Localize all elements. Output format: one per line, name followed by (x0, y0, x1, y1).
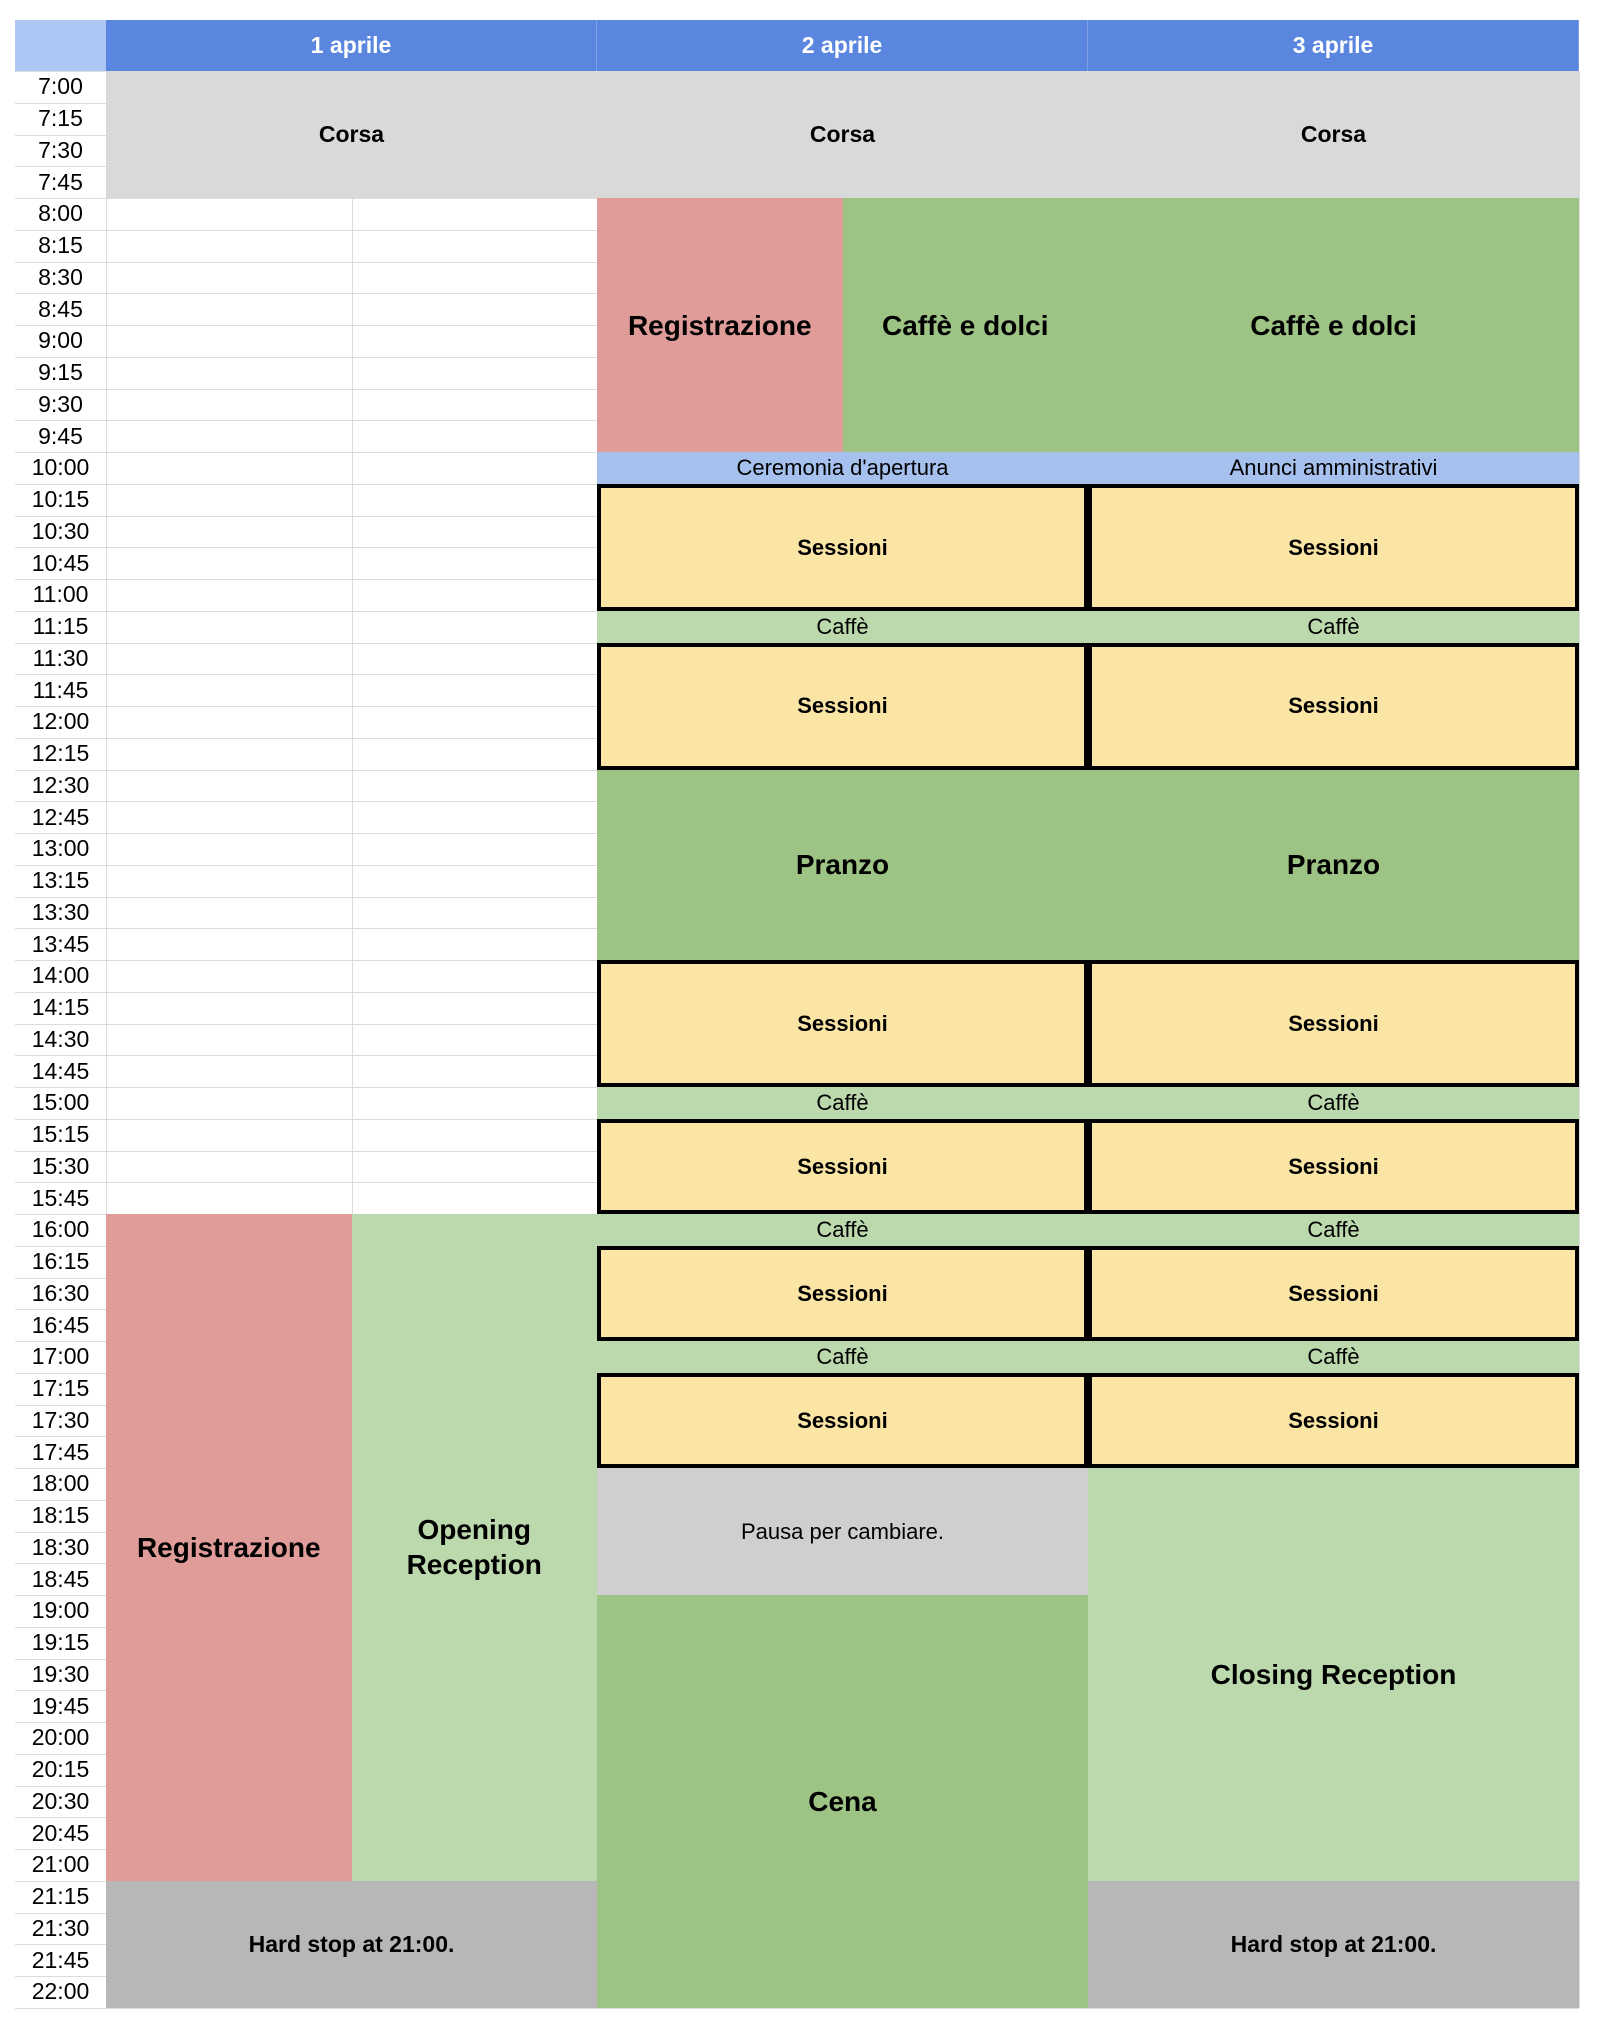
time-label: 14:00 (31, 962, 90, 989)
time-label: 8:30 (38, 263, 83, 290)
event-opening-reception[interactable]: Opening Reception (352, 1214, 598, 1881)
time-label: 8:15 (38, 232, 83, 259)
time-label: 11:00 (32, 581, 89, 608)
event-caff[interactable]: Caffè (1088, 611, 1579, 643)
event-hard-stop-at-21-00[interactable]: Hard stop at 21:00. (1088, 1881, 1579, 2008)
time-label: 10:45 (31, 549, 90, 576)
time-label: 16:00 (31, 1216, 90, 1243)
event-ceremonia-d-apertura[interactable]: Ceremonia d'apertura (597, 452, 1088, 484)
time-label: 17:15 (31, 1375, 90, 1402)
time-column-header (15, 20, 106, 71)
time-label: 10:00 (31, 454, 90, 481)
time-label: 20:30 (31, 1787, 90, 1814)
event-cena[interactable]: Cena (597, 1595, 1088, 2008)
time-label: 7:45 (38, 168, 83, 195)
time-label: 21:45 (31, 1946, 90, 1973)
time-label: 9:00 (38, 327, 83, 354)
event-sessioni[interactable]: Sessioni (1088, 1373, 1579, 1468)
time-label: 13:15 (31, 867, 90, 894)
event-caff[interactable]: Caffè (597, 611, 1088, 643)
time-label: 12:00 (31, 708, 90, 735)
time-label: 8:45 (38, 295, 83, 322)
event-sessioni[interactable]: Sessioni (597, 484, 1088, 611)
event-caff[interactable]: Caffè (1088, 1087, 1579, 1119)
time-label: 13:45 (31, 930, 90, 957)
time-label: 10:15 (31, 486, 90, 513)
time-label: 9:15 (38, 359, 83, 386)
event-caff[interactable]: Caffè (597, 1341, 1088, 1373)
event-pausa-per-cambiare[interactable]: Pausa per cambiare. (597, 1468, 1088, 1595)
time-label: 7:00 (38, 73, 83, 100)
time-label: 19:30 (31, 1660, 90, 1687)
event-sessioni[interactable]: Sessioni (597, 1119, 1088, 1214)
time-label: 18:45 (31, 1565, 90, 1592)
time-label: 15:30 (31, 1152, 90, 1179)
event-pranzo[interactable]: Pranzo (1088, 770, 1579, 961)
event-caff-e-dolci[interactable]: Caffè e dolci (843, 198, 1089, 452)
event-sessioni[interactable]: Sessioni (1088, 1119, 1579, 1214)
time-label: 11:30 (32, 644, 89, 671)
time-label: 15:15 (31, 1121, 90, 1148)
time-label: 21:30 (31, 1914, 90, 1941)
event-registrazione[interactable]: Registrazione (597, 198, 843, 452)
event-caff[interactable]: Caffè (597, 1087, 1088, 1119)
time-label: 22:00 (31, 1978, 90, 2005)
time-label: 16:30 (31, 1279, 90, 1306)
time-label: 10:30 (31, 517, 90, 544)
time-label: 11:45 (32, 676, 89, 703)
day-header-3: 3 aprile (1088, 20, 1579, 71)
day-header-1: 1 aprile (106, 20, 597, 71)
time-label: 13:30 (31, 898, 90, 925)
time-label: 15:00 (31, 1089, 90, 1116)
event-sessioni[interactable]: Sessioni (597, 643, 1088, 770)
event-caff[interactable]: Caffè (597, 1214, 1088, 1246)
time-label: 20:45 (31, 1819, 90, 1846)
time-label: 14:30 (31, 1025, 90, 1052)
time-label: 16:45 (31, 1311, 90, 1338)
event-caff[interactable]: Caffè (1088, 1214, 1579, 1246)
event-registrazione[interactable]: Registrazione (106, 1214, 352, 1881)
time-label: 9:45 (38, 422, 83, 449)
time-label: 12:45 (31, 803, 90, 830)
event-sessioni[interactable]: Sessioni (1088, 643, 1579, 770)
grid-column-line (1579, 71, 1580, 2008)
time-label: 7:15 (38, 105, 83, 132)
time-label: 20:15 (31, 1756, 90, 1783)
time-label: 17:00 (31, 1343, 90, 1370)
event-sessioni[interactable]: Sessioni (1088, 484, 1579, 611)
time-label: 8:00 (38, 200, 83, 227)
time-label: 19:45 (31, 1692, 90, 1719)
grid-row-line (15, 2008, 1579, 2009)
event-anunci-amministrativi[interactable]: Anunci amministrativi (1088, 452, 1579, 484)
event-hard-stop-at-21-00[interactable]: Hard stop at 21:00. (106, 1881, 597, 2008)
day-header-2: 2 aprile (597, 20, 1088, 71)
time-label: 19:15 (31, 1629, 90, 1656)
time-label: 20:00 (31, 1724, 90, 1751)
event-sessioni[interactable]: Sessioni (597, 1373, 1088, 1468)
event-sessioni[interactable]: Sessioni (597, 1246, 1088, 1341)
time-label: 13:00 (31, 835, 90, 862)
event-corsa[interactable]: Corsa (1088, 71, 1579, 198)
event-closing-reception[interactable]: Closing Reception (1088, 1468, 1579, 1881)
event-caff[interactable]: Caffè (1088, 1341, 1579, 1373)
time-label: 18:30 (31, 1533, 90, 1560)
event-sessioni[interactable]: Sessioni (1088, 960, 1579, 1087)
time-label: 21:00 (31, 1851, 90, 1878)
time-label: 14:45 (31, 1057, 90, 1084)
time-label: 17:30 (31, 1406, 90, 1433)
time-label: 7:30 (38, 136, 83, 163)
event-pranzo[interactable]: Pranzo (597, 770, 1088, 961)
time-label: 17:45 (31, 1438, 90, 1465)
event-sessioni[interactable]: Sessioni (597, 960, 1088, 1087)
time-label: 18:00 (31, 1470, 90, 1497)
time-label: 12:30 (31, 771, 90, 798)
time-label: 15:45 (31, 1184, 90, 1211)
time-label: 16:15 (31, 1248, 90, 1275)
time-label: 9:30 (38, 390, 83, 417)
time-label: 14:15 (31, 994, 90, 1021)
time-label: 19:00 (31, 1597, 90, 1624)
event-sessioni[interactable]: Sessioni (1088, 1246, 1579, 1341)
event-corsa[interactable]: Corsa (597, 71, 1088, 198)
time-label: 12:15 (31, 740, 90, 767)
time-label: 18:15 (31, 1502, 90, 1529)
event-caff-e-dolci[interactable]: Caffè e dolci (1088, 198, 1579, 452)
time-label: 11:15 (32, 613, 89, 640)
event-corsa[interactable]: Corsa (106, 71, 597, 198)
time-label: 21:15 (31, 1883, 90, 1910)
